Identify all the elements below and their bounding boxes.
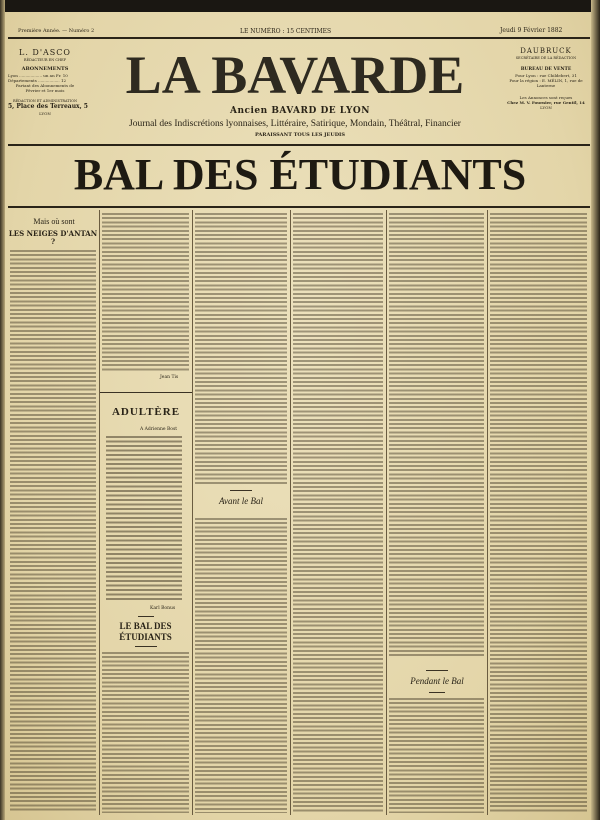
scan-edge-top bbox=[0, 0, 600, 12]
scan-edge-right bbox=[591, 0, 600, 820]
section-rule bbox=[429, 692, 445, 693]
scan-edge-left bbox=[0, 0, 5, 820]
article-body-text bbox=[490, 213, 587, 813]
sales-line: Pour la région : E. MÉLIN, 1, rue de Lanterne bbox=[509, 77, 583, 88]
article-body-text bbox=[195, 213, 287, 485]
issue-price: LE NUMÉRO : 15 CENTIMES bbox=[240, 28, 332, 35]
article-body-text bbox=[389, 213, 484, 658]
column-divider bbox=[192, 210, 193, 815]
editor-role: RÉDACTEUR EN CHEF bbox=[23, 58, 67, 62]
edition-number: Première Année. — Numéro 2 bbox=[18, 28, 95, 34]
ads-city: LYON bbox=[540, 104, 552, 110]
main-headline: BAL DES ÉTUDIANTS bbox=[73, 150, 527, 199]
article-kicker: Mais où sont bbox=[33, 217, 75, 226]
masthead-tagline: Journal des Indiscrétions lyonnaises, Littéraire, Satirique, Mondain, Théâtral, Financier bbox=[129, 119, 461, 129]
section-rule bbox=[138, 616, 154, 617]
admin-city: LYON bbox=[39, 110, 51, 116]
sales-title: BUREAU DE VENTE bbox=[520, 67, 572, 73]
issue-date: Jeudi 9 Février 1882 bbox=[500, 27, 563, 34]
article-title-pendant: Pendant le Bal bbox=[410, 676, 464, 686]
article-body-text bbox=[293, 213, 383, 813]
article-title-bal: LE BAL DES ÉTUDIANTS bbox=[119, 621, 172, 642]
poem-text bbox=[106, 436, 182, 602]
masthead-frequency: PARAISSANT TOUS LES JEUDIS bbox=[255, 132, 345, 138]
secretary-role: SECRÉTAIRE DE LA RÉDACTION bbox=[515, 55, 577, 60]
article-body-text bbox=[102, 213, 189, 371]
sales-line: Pour Lyon : rue Childebert, 31 bbox=[515, 72, 577, 78]
poem-dedication: A Adrienne Bost bbox=[140, 427, 178, 432]
masthead-subtitle: Ancien BAVARD DE LYON bbox=[230, 106, 370, 116]
article-title-neiges: LES NEIGES D'ANTAN ? bbox=[8, 229, 98, 246]
column-divider bbox=[99, 210, 100, 815]
ads-address: Chez M. V. Fournier, rue Gentil, 14 bbox=[507, 99, 585, 105]
subscription-line: Départements ................. 12 bbox=[8, 77, 67, 83]
right-info-box bbox=[502, 47, 590, 110]
editor-name: L. D'ASCO bbox=[19, 48, 71, 57]
subscription-line: Lyon .................. un an Fr. 10 bbox=[8, 72, 68, 78]
poem-signature: Karl Bonus bbox=[150, 606, 176, 611]
column-divider bbox=[386, 210, 387, 815]
article-body-text bbox=[389, 698, 484, 813]
secretary-name: DAUBRUCK bbox=[520, 47, 572, 55]
subscriptions-title: ABONNEMENTS bbox=[21, 66, 69, 73]
section-rule bbox=[426, 670, 448, 671]
section-rule bbox=[230, 490, 252, 491]
admin-address: 5, Place des Terreaux, 5 bbox=[8, 103, 88, 110]
article-body-text bbox=[102, 652, 189, 813]
column-divider bbox=[290, 210, 291, 815]
article-body-text bbox=[195, 518, 287, 813]
article-body-text bbox=[10, 250, 96, 813]
column-divider bbox=[487, 210, 488, 815]
admin-label: RÉDACTION ET ADMINISTRATION bbox=[12, 98, 78, 103]
article-title-adultere: ADULTÈRE bbox=[111, 406, 181, 418]
section-rule bbox=[100, 392, 192, 393]
ads-label: Les Annonces sont reçues bbox=[519, 94, 573, 100]
headline-rule bbox=[8, 206, 590, 208]
masthead-title: LA BAVARDE bbox=[125, 45, 465, 105]
article-signature: Jean Tis bbox=[160, 375, 179, 380]
left-info-box bbox=[8, 48, 88, 116]
section-rule bbox=[135, 646, 157, 647]
article-title-avant: Avant le Bal bbox=[219, 496, 263, 506]
subscription-line: Partant des Abonnements de Février et 1er mois bbox=[15, 82, 75, 93]
top-rule bbox=[8, 37, 590, 39]
masthead-bottom-rule bbox=[8, 144, 590, 146]
